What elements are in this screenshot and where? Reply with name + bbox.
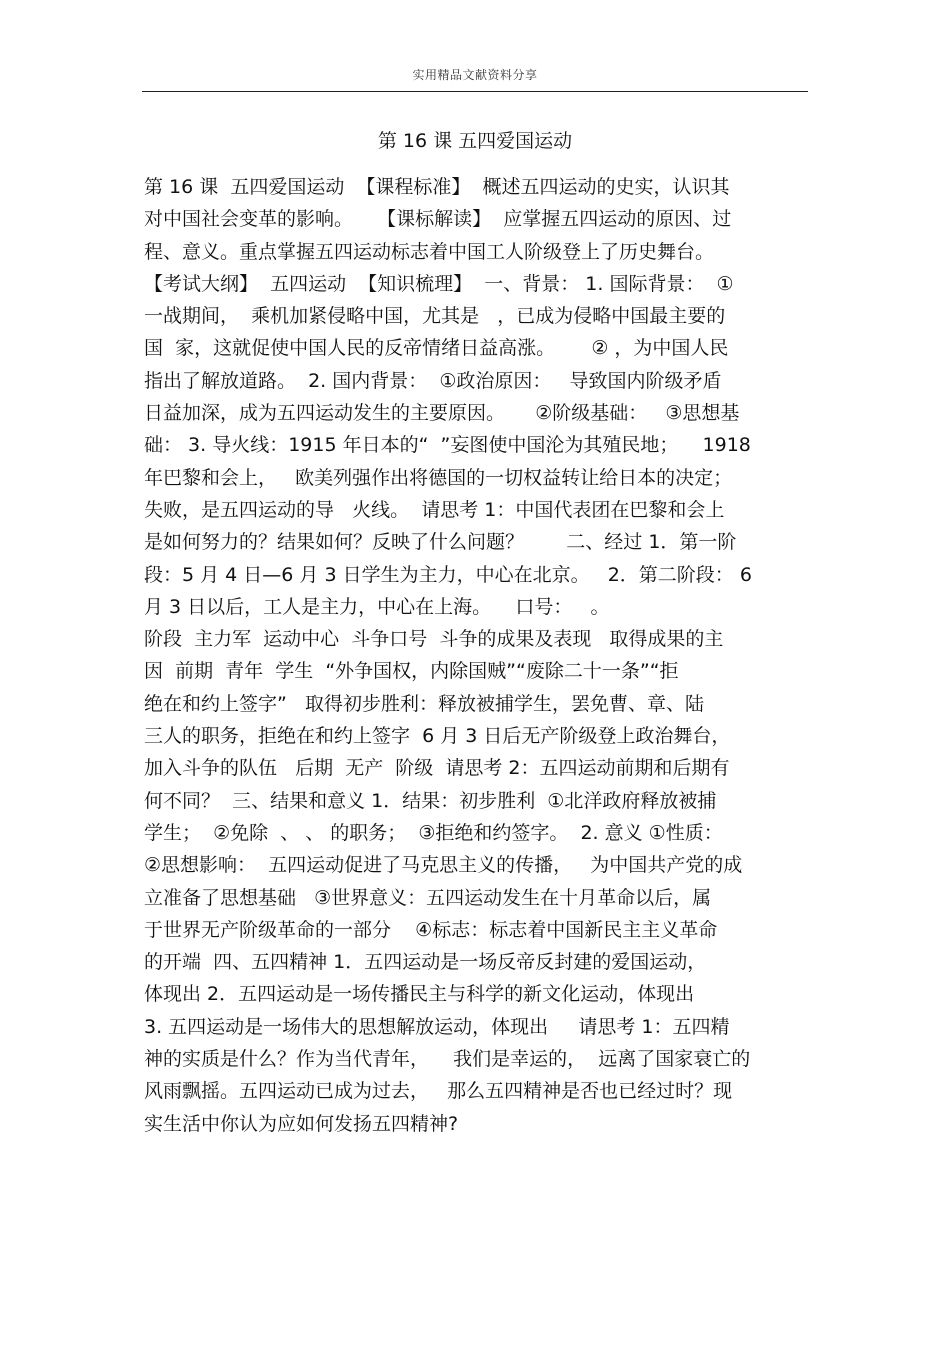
text-line: 的开端 四、五四精神 1．五四运动是一场反帝反封建的爱国运动，	[144, 951, 707, 974]
text-line: 年巴黎和会上， 欧美列强作出将德国的一切权益转让给日本的决定；	[144, 466, 733, 489]
text-line: 段：5 月 4 日—6 月 3 日学生为主力，中心在北京。 2．第二阶段： 6	[144, 563, 752, 586]
text-line: 三人的职务，拒绝在和约上签字 6 月 3 日后无产阶级登上政治舞台，	[144, 725, 731, 748]
text-line: 绝在和约上签字” 取得初步胜利：释放被捕学生，罢免曹、章、陆	[144, 692, 704, 715]
text-line: 失败，是五四运动的导 火线。 请思考 1：中国代表团在巴黎和会上	[144, 498, 725, 521]
text-line: 一战期间， 乘机加紧侵略中国，尤其是 ，已成为侵略中国最主要的	[144, 305, 726, 328]
text-line: 【考试大纲】 五四运动 【知识梳理】 一、背景： 1. 国际背景： ①	[144, 272, 734, 295]
text-line: 础： 3. 导火线：1915 年日本的“ ”妄图使中国沦为其殖民地； 1918	[144, 434, 751, 457]
text-line: 因 前期 青年 学生 “外争国权，内除国贼”“废除二十一条”“拒	[144, 660, 679, 683]
text-line: 体现出 2．五四运动是一场传播民主与科学的新文化运动，体现出	[144, 983, 695, 1006]
text-line: 神的实质是什么？作为当代青年， 我们是幸运的， 远离了国家衰亡的	[144, 1048, 751, 1071]
text-line: 阶段 主力军 运动中心 斗争口号 斗争的成果及表现 取得成果的主	[144, 628, 724, 651]
page-header: 实用精品文献资料分享	[412, 68, 538, 82]
text-line: 对中国社会变革的影响。 【课标解读】 应掌握五四运动的原因、过	[144, 208, 732, 231]
text-line: ②思想影响： 五四运动促进了马克思主义的传播， 为中国共产党的成	[144, 854, 743, 877]
header-divider	[142, 91, 808, 92]
text-line: 立准备了思想基础 ③世界意义：五四运动发生在十月革命以后，属	[144, 886, 712, 909]
text-line: 实生活中你认为应如何发扬五四精神?	[144, 1112, 459, 1135]
text-line: 是如何努力的？结果如何？反映了什么问题？ 二、经过 1．第一阶	[144, 531, 737, 554]
text-line: 程、意义。重点掌握五四运动标志着中国工人阶级登上了历史舞台。	[144, 240, 715, 263]
text-line: 国 家，这就促使中国人民的反帝情绪日益高涨。 ② ，为中国人民	[144, 337, 729, 360]
text-line: 风雨飘摇。五四运动已成为过去， 那么五四精神是否也已经过时？现	[144, 1080, 733, 1103]
text-line: 于世界无产阶级革命的一部分 ④标志：标志着中国新民主主义革命	[144, 918, 718, 941]
text-line: 指出了解放道路。 2. 国内背景： ①政治原因： 导致国内阶级矛盾	[144, 369, 722, 392]
text-line: 3. 五四运动是一场伟大的思想解放运动，体现出 请思考 1：五四精	[144, 1015, 730, 1038]
text-line: 学生； ②免除 、 、 的职务； ③拒绝和约签字。 2. 意义 ①性质：	[144, 821, 723, 844]
document-body	[144, 171, 814, 1140]
text-line: 何不同？ 三、结果和意义 1．结果：初步胜利 ①北洋政府释放被捕	[144, 789, 717, 812]
text-line: 第 16 课 五四爱国运动 【课程标准】 概述五四运动的史实，认识其	[144, 176, 730, 198]
document-title: 第 16 课 五四爱国运动	[377, 130, 573, 152]
text-line: 加入斗争的队伍 后期 无产 阶级 请思考 2：五四运动前期和后期有	[144, 757, 730, 780]
text-line: 月 3 日以后，工人是主力，中心在上海。 口号： 。	[144, 595, 610, 618]
text-line: 日益加深，成为五四运动发生的主要原因。 ②阶级基础： ③思想基	[144, 402, 740, 425]
